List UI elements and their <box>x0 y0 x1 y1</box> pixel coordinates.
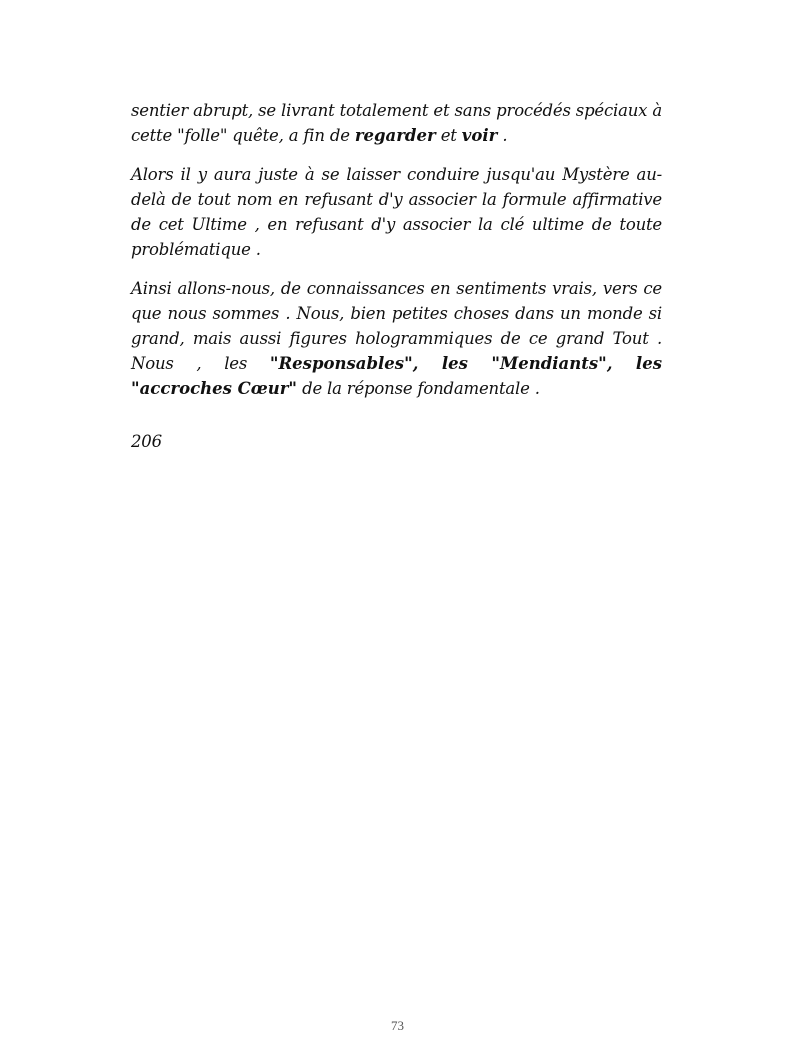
paragraph-1-text-b: et <box>435 126 462 145</box>
paragraph-2: Alors il y aura juste à se laisser conduire jusqu'au Mystère au-delà de tout nom en refusant d'y associer la formule affirmative de cet Ultime , en refusant d'y associer la clé ultime de toute problématique . <box>131 165 662 259</box>
paragraph-1-text-c: . <box>497 126 508 145</box>
paragraph-3-text-a: Ainsi allons-nous, de connaissances en sentiments vrais, vers ce que nous sommes . Nous, bien petites choses dans un monde si grand, mais aussi figures hologrammiques de ce grand Tout . Nous , les <box>131 279 662 373</box>
paragraph-3-text-b: de la réponse fondamentale . <box>297 379 540 398</box>
page-number: 73 <box>391 1018 404 1033</box>
paragraph-1 <box>131 98 662 148</box>
paragraph-3 <box>131 276 662 401</box>
reference-number: 206 <box>131 432 162 451</box>
emphasis-regarder: regarder <box>354 126 436 145</box>
emphasis-responsables: "Responsables", les "Mendiants", les "accroches Cœur" <box>131 354 662 398</box>
emphasis-voir: voir <box>461 126 498 145</box>
paragraph-1-text-a: sentier abrupt, se livrant totalement et sans procédés spéciaux à cette "folle" quête, a fin de <box>131 101 662 145</box>
document-body <box>131 98 662 454</box>
